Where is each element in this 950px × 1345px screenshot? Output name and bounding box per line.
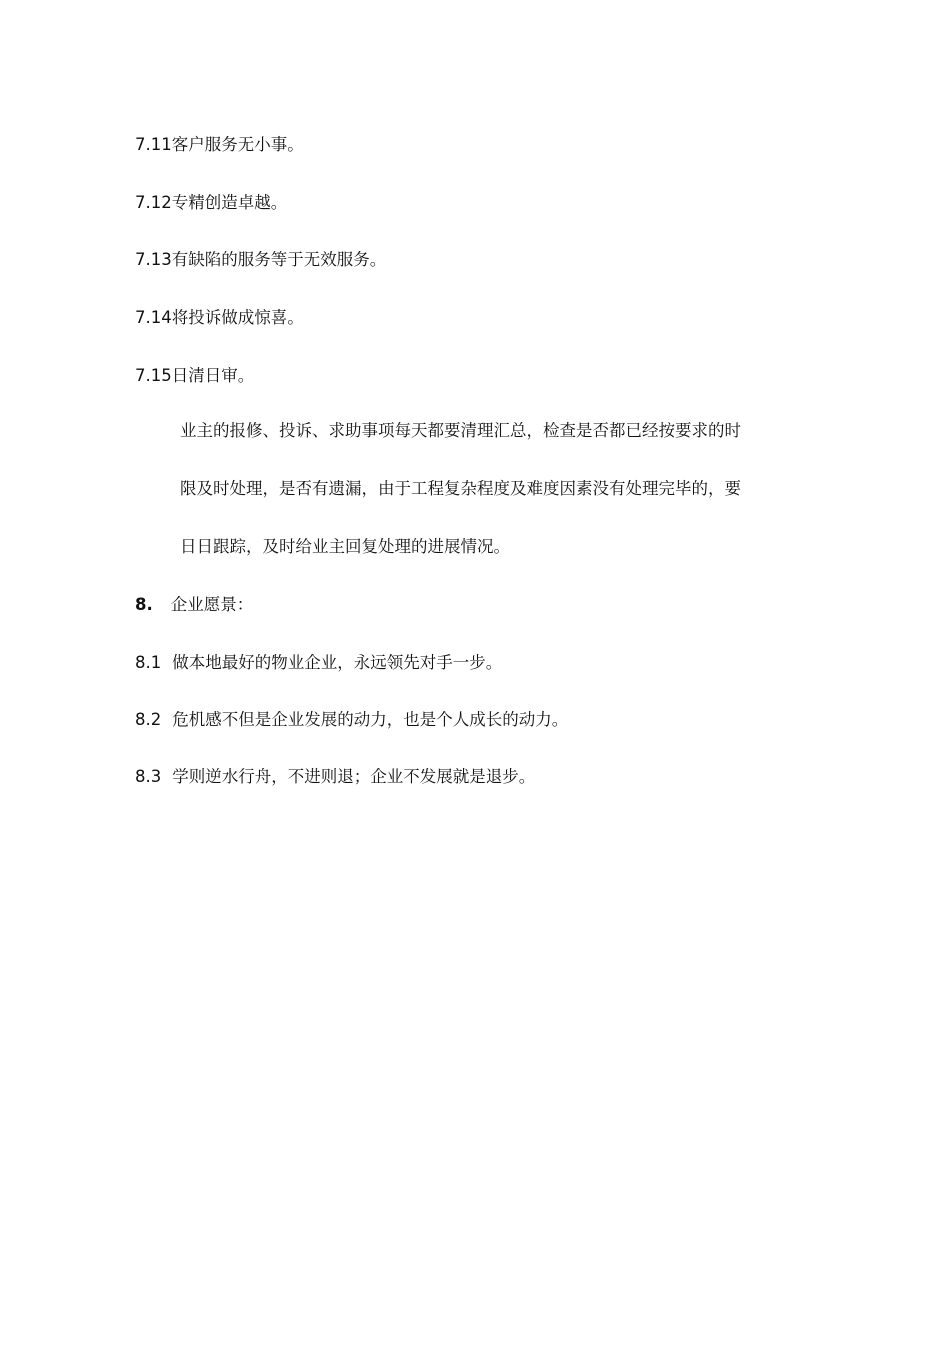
item-7-11 xyxy=(135,135,304,155)
item-number: 7.12 xyxy=(135,193,172,212)
item-number: 8.3 xyxy=(135,767,162,786)
item-text: 学则逆水行舟，不进则退；企业不发展就是退步。 xyxy=(172,767,536,786)
item-7-14 xyxy=(135,308,304,328)
item-text: 日清日审。 xyxy=(171,366,255,385)
paragraph-line-2: 限及时处理，是否有遗漏，由于工程复杂程度及难度因素没有处理完毕的，要 xyxy=(180,479,741,498)
section-number: 8. xyxy=(135,595,153,614)
item-8-2 xyxy=(135,710,568,730)
item-text: 危机感不但是企业发展的动力，也是个人成长的动力。 xyxy=(172,710,569,729)
item-text: 有缺陷的服务等于无效服务。 xyxy=(171,250,387,269)
section-8-heading xyxy=(135,595,253,615)
item-text: 专精创造卓越。 xyxy=(171,193,288,212)
item-number: 7.14 xyxy=(135,308,172,327)
item-number: 7.13 xyxy=(135,250,172,269)
item-7-13 xyxy=(135,250,386,270)
item-number: 7.15 xyxy=(135,366,172,385)
paragraph-line-1: 业主的报修、投诉、求助事项每天都要清理汇总，检查是否都已经按要求的时 xyxy=(180,421,741,440)
section-title: 企业愿景： xyxy=(170,595,254,614)
item-8-1 xyxy=(135,653,502,673)
item-text: 客户服务无小事。 xyxy=(171,135,304,154)
item-number: 8.2 xyxy=(135,710,162,729)
item-8-3 xyxy=(135,767,535,787)
item-number: 8.1 xyxy=(135,653,162,672)
item-7-12 xyxy=(135,193,287,213)
item-text: 做本地最好的物业企业，永远领先对手一步。 xyxy=(172,653,503,672)
item-text: 将投诉做成惊喜。 xyxy=(171,308,304,327)
paragraph-line-3: 日日跟踪，及时给业主回复处理的进展情况。 xyxy=(180,537,510,556)
item-7-15 xyxy=(135,366,254,386)
item-number: 7.11 xyxy=(135,135,172,154)
